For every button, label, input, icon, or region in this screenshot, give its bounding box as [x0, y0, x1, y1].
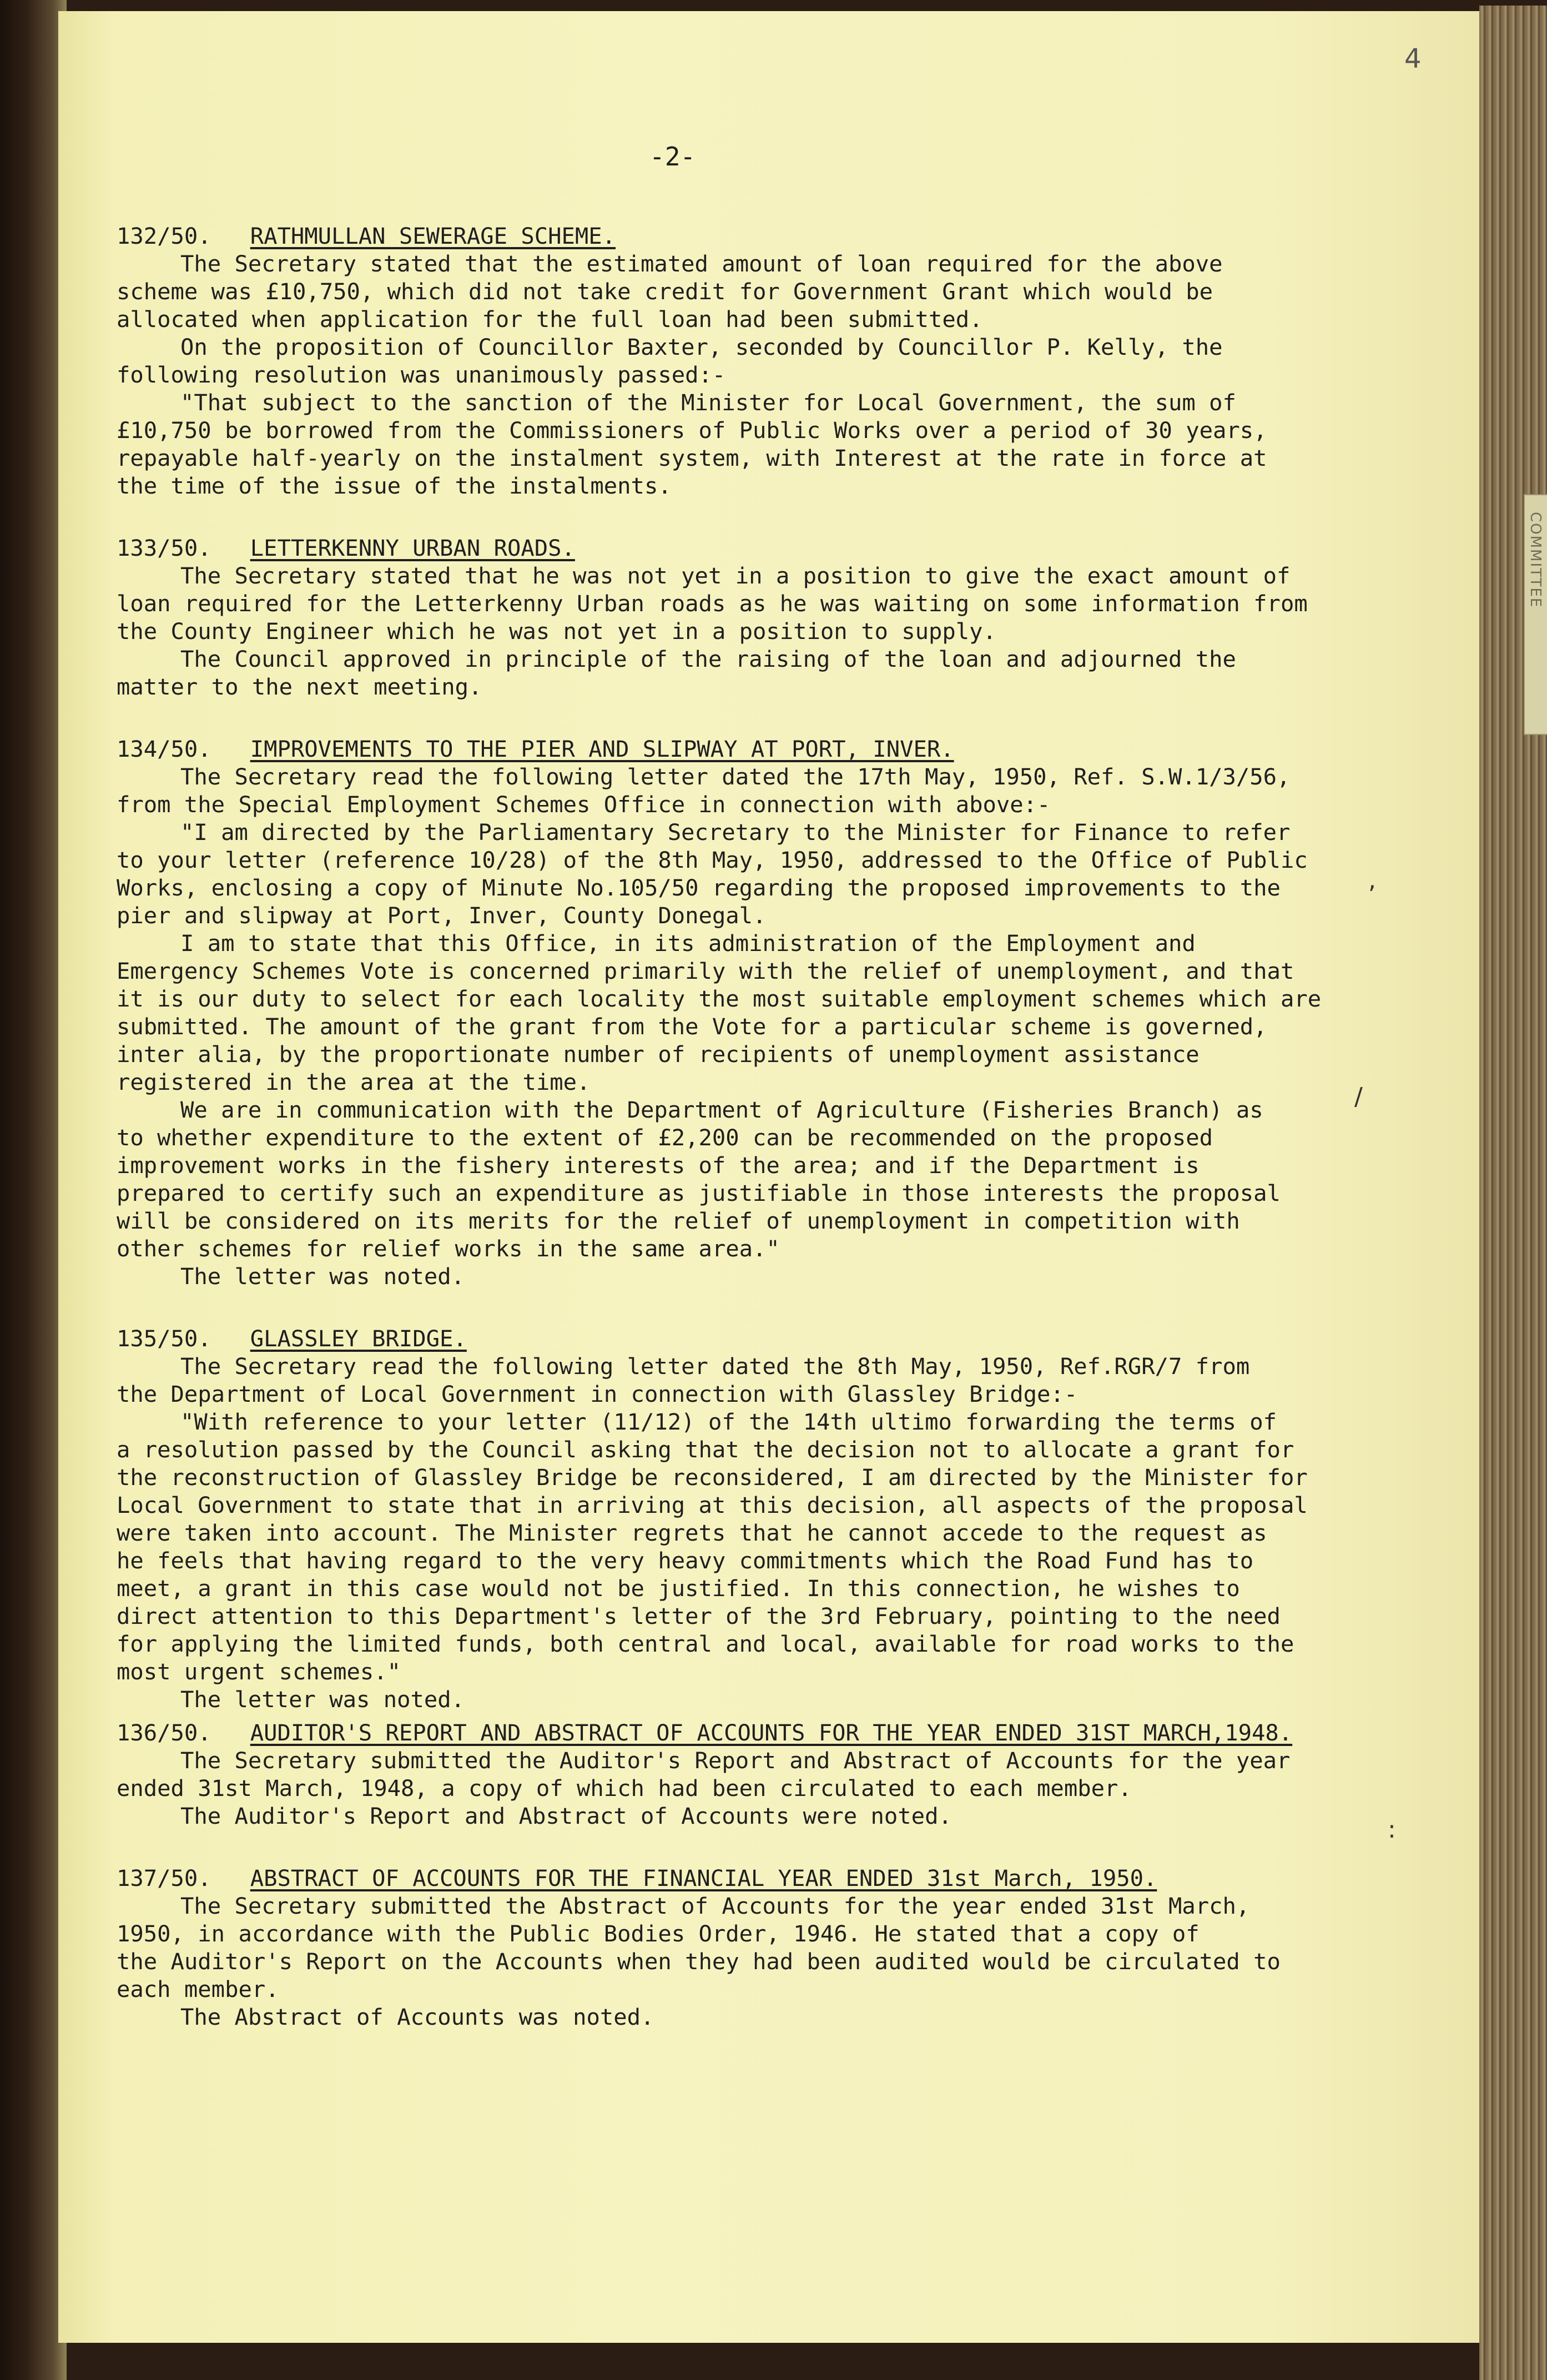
- minute-number: 136/50.: [117, 1719, 211, 1746]
- minutes-body: [117, 222, 1360, 2065]
- minute-text-line: meet, a grant in this case would not be justified. In this connection, he wishes to: [117, 1575, 1240, 1602]
- minute-text-line: improvement works in the fishery interests of the area; and if the Department is: [117, 1152, 1200, 1179]
- minute-text-line: The Secretary read the following letter dated the 17th May, 1950, Ref. S.W.1/3/56,: [180, 763, 1291, 790]
- minute-text-line: The Secretary stated that the estimated amount of loan required for the above: [180, 250, 1223, 277]
- edge-tab: [1524, 494, 1547, 735]
- minute-heading: [117, 735, 1360, 763]
- minute-text-line: submitted. The amount of the grant from the Vote for a particular scheme is governed,: [117, 1013, 1267, 1040]
- minute-item: [117, 1719, 1360, 1830]
- minute-text-line: The Abstract of Accounts was noted.: [180, 2004, 654, 2030]
- minute-text-line: "I am directed by the Parliamentary Secretary to the Minister for Finance to refer: [180, 819, 1291, 846]
- minute-text-line: scheme was £10,750, which did not take credit for Government Grant which would be: [117, 278, 1213, 305]
- minute-text-line: the reconstruction of Glassley Bridge be reconsidered, I am directed by the Minister for: [117, 1464, 1308, 1491]
- minute-text-line: The Council approved in principle of the raising of the loan and adjourned the: [180, 646, 1236, 672]
- minute-text-line: I am to state that this Office, in its administration of the Employment and: [180, 930, 1196, 957]
- minute-text-line: from the Special Employment Schemes Office in connection with above:-: [117, 791, 1051, 818]
- minute-text-line: each member.: [117, 1976, 279, 2002]
- minute-text-line: The Secretary read the following letter dated the 8th May, 1950, Ref.RGR/7 from: [180, 1353, 1250, 1380]
- minute-item: [117, 534, 1360, 701]
- minute-text-line: The Secretary submitted the Auditor's Report and Abstract of Accounts for the year: [180, 1747, 1291, 1774]
- minute-text-line: most urgent schemes.": [117, 1658, 401, 1685]
- minute-heading: [117, 1325, 1360, 1352]
- minute-title: IMPROVEMENTS TO THE PIER AND SLIPWAY AT PORT, INVER.: [250, 736, 954, 762]
- minute-title: AUDITOR'S REPORT AND ABSTRACT OF ACCOUNTS FOR THE YEAR ENDED 31ST MARCH,1948.: [250, 1719, 1293, 1746]
- minute-number: 133/50.: [117, 535, 211, 561]
- minute-text-line: The Secretary submitted the Abstract of Accounts for the year ended 31st March,: [180, 1893, 1250, 1919]
- minute-text-line: The letter was noted.: [180, 1263, 465, 1290]
- minute-text-line: will be considered on its merits for the relief of unemployment in competition with: [117, 1207, 1240, 1234]
- margin-stroke-mark: ,: [1368, 866, 1376, 894]
- minute-text-line: it is our duty to select for each locality the most suitable employment schemes which are: [117, 985, 1322, 1012]
- minute-text-line: following resolution was unanimously passed:-: [117, 361, 726, 388]
- minute-text-line: The letter was noted.: [180, 1686, 465, 1713]
- minute-number: 137/50.: [117, 1865, 211, 1891]
- minute-text-line: the time of the issue of the instalments.: [117, 472, 672, 499]
- minute-text-line: matter to the next meeting.: [117, 673, 482, 700]
- corner-mark: 4: [1404, 43, 1422, 74]
- minute-text-line: ended 31st March, 1948, a copy of which had been circulated to each member.: [117, 1775, 1132, 1802]
- minute-item: [117, 1325, 1360, 1713]
- minute-text-line: On the proposition of Councillor Baxter, seconded by Councillor P. Kelly, the: [180, 334, 1223, 360]
- minute-text-line: We are in communication with the Department of Agriculture (Fisheries Branch) as: [180, 1096, 1263, 1123]
- minute-item: [117, 735, 1360, 1290]
- minute-text-line: prepared to certify such an expenditure as justifiable in those interests the proposal: [117, 1180, 1281, 1206]
- minute-text-line: The Secretary stated that he was not yet in a position to give the exact amount of: [180, 562, 1291, 589]
- minute-text-line: registered in the area at the time.: [117, 1069, 591, 1095]
- minute-text-line: he feels that having regard to the very heavy commitments which the Road Fund has to: [117, 1547, 1254, 1574]
- minute-item: [117, 222, 1360, 500]
- minute-text-line: repayable half-yearly on the instalment system, with Interest at the rate in force at: [117, 445, 1267, 471]
- minute-heading: [117, 1719, 1360, 1747]
- page-edges: [1479, 6, 1547, 2380]
- minute-text-line: for applying the limited funds, both central and local, available for road works to the: [117, 1631, 1294, 1657]
- minute-text-line: a resolution passed by the Council asking that the decision not to allocate a grant for: [117, 1436, 1294, 1463]
- book-binding: [0, 0, 67, 2380]
- minute-heading: [117, 222, 1360, 250]
- minute-text-line: pier and slipway at Port, Inver, County Donegal.: [117, 902, 767, 929]
- minute-text-line: the Auditor's Report on the Accounts when they had been audited would be circulated to: [117, 1948, 1281, 1975]
- margin-stroke-mark: /: [1354, 1083, 1363, 1111]
- page-number: -2-: [649, 142, 696, 172]
- margin-dots-mark: :: [1388, 1815, 1396, 1844]
- minute-item: [117, 1864, 1360, 2031]
- minute-text-line: direct attention to this Department's letter of the 3rd February, pointing to the need: [117, 1603, 1281, 1629]
- minute-text-line: other schemes for relief works in the same area.": [117, 1235, 780, 1262]
- minute-text-line: the Department of Local Government in connection with Glassley Bridge:-: [117, 1381, 1078, 1407]
- minute-text-line: inter alia, by the proportionate number of recipients of unemployment assistance: [117, 1041, 1200, 1068]
- minute-text-line: The Auditor's Report and Abstract of Accounts were noted.: [180, 1803, 952, 1829]
- minute-heading: [117, 1864, 1360, 1892]
- minute-text-line: to your letter (reference 10/28) of the 8th May, 1950, addressed to the Office of Public: [117, 847, 1308, 873]
- minute-title: ABSTRACT OF ACCOUNTS FOR THE FINANCIAL YEAR ENDED 31st March, 1950.: [250, 1865, 1157, 1891]
- minute-title: LETTERKENNY URBAN ROADS.: [250, 535, 575, 561]
- minute-text-line: Emergency Schemes Vote is concerned primarily with the relief of unemployment, and that: [117, 958, 1294, 984]
- minute-number: 132/50.: [117, 223, 211, 249]
- minute-text-line: £10,750 be borrowed from the Commissioners of Public Works over a period of 30 years,: [117, 417, 1267, 444]
- minute-title: GLASSLEY BRIDGE.: [250, 1325, 467, 1352]
- edge-tab-label: COMMITTEE: [1527, 512, 1544, 608]
- minute-text-line: were taken into account. The Minister regrets that he cannot accede to the request as: [117, 1519, 1267, 1546]
- minute-text-line: to whether expenditure to the extent of £2,200 can be recommended on the proposed: [117, 1124, 1213, 1151]
- minute-text-line: allocated when application for the full loan had been submitted.: [117, 306, 983, 333]
- minute-text-line: loan required for the Letterkenny Urban roads as he was waiting on some information from: [117, 590, 1308, 617]
- minute-heading: [117, 534, 1360, 562]
- minute-text-line: "With reference to your letter (11/12) of the 14th ultimo forwarding the terms of: [180, 1408, 1277, 1435]
- minute-text-line: Local Government to state that in arriving at this decision, all aspects of the proposal: [117, 1492, 1308, 1518]
- minute-text-line: Works, enclosing a copy of Minute No.105/50 regarding the proposed improvements to the: [117, 874, 1281, 901]
- minute-title: RATHMULLAN SEWERAGE SCHEME.: [250, 223, 616, 249]
- minute-text-line: 1950, in accordance with the Public Bodies Order, 1946. He stated that a copy of: [117, 1920, 1200, 1947]
- minute-text-line: "That subject to the sanction of the Minister for Local Government, the sum of: [180, 389, 1236, 416]
- minute-text-line: the County Engineer which he was not yet in a position to supply.: [117, 618, 996, 645]
- minute-number: 134/50.: [117, 736, 211, 762]
- minute-number: 135/50.: [117, 1325, 211, 1352]
